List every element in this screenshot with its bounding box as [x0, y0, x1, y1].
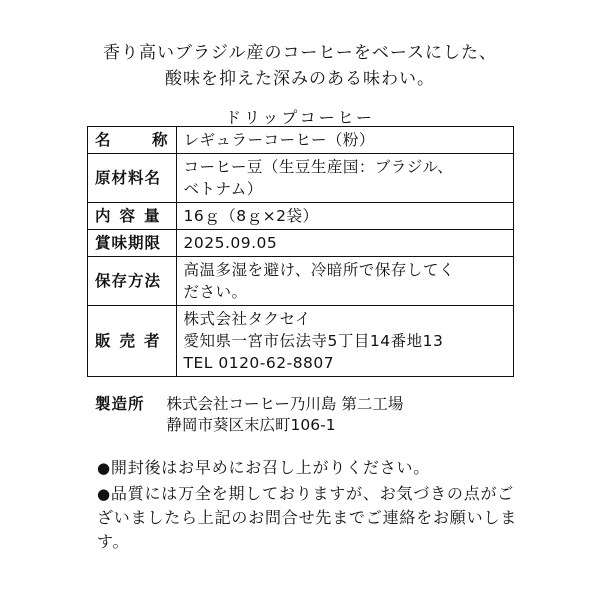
storage-value-line-1: 高温多湿を避け、冷暗所で保存してく	[183, 261, 455, 279]
product-info-table	[87, 126, 514, 377]
seller-label-chars: 販売者	[95, 332, 169, 350]
manufacturer-info	[167, 394, 404, 436]
storage-value	[176, 257, 513, 306]
product-type-title: ドリップコーヒー	[225, 108, 375, 127]
row-content	[88, 203, 514, 230]
row-seller	[88, 306, 514, 377]
name-label	[88, 127, 177, 154]
name-value: レギュラーコーヒー（粉）	[176, 127, 513, 154]
name-label-char-1: 名	[95, 131, 112, 149]
seller-label	[88, 306, 177, 377]
notes-block	[97, 456, 517, 554]
storage-value-line-2: ださい。	[183, 283, 248, 301]
seller-value	[176, 306, 513, 377]
seller-address: 愛知県一宮市伝法寺5丁目14番地13	[183, 332, 444, 350]
row-bestbefore	[88, 230, 514, 257]
manufacturer-block	[95, 394, 403, 436]
row-storage	[88, 257, 514, 306]
row-name	[88, 127, 514, 154]
note-opening-text: 開封後はお早めにお召し上がりください。	[110, 458, 431, 477]
ingredients-label: 原材料名	[88, 154, 177, 203]
seller-company: 株式会社タクセイ	[183, 310, 312, 328]
bestbefore-value: 2025.09.05	[176, 230, 513, 257]
manufacturer-address: 静岡市葵区末広町106-1	[166, 416, 336, 434]
storage-label: 保存方法	[88, 257, 177, 306]
note-opening	[97, 456, 517, 480]
content-label	[88, 203, 177, 230]
content-value: 16ｇ（8ｇ×2袋）	[176, 203, 513, 230]
note-quality	[97, 482, 517, 554]
ingredients-value-line-1: コーヒー豆（生豆生産国：ブラジル、	[183, 158, 454, 176]
content-label-text	[95, 205, 169, 227]
row-ingredients	[88, 154, 514, 203]
bullet-icon: ●	[97, 485, 111, 503]
note-quality-text: 品質には万全を期しておりますが、お気づきの点がございましたら上記のお問合せ先までご連絡をお願いします。	[97, 484, 518, 551]
ingredients-value-line-2: ベトナム）	[183, 180, 263, 198]
intro-line-1: 香り高いブラジル産のコーヒーをベースにした、	[102, 43, 498, 63]
intro-line-2: 酸味を抑えた深みのある味わい。	[165, 69, 435, 89]
intro-text	[0, 40, 600, 92]
name-label-char-2: 称	[152, 131, 169, 149]
bestbefore-label: 賞味期限	[88, 230, 177, 257]
ingredients-value	[176, 154, 513, 203]
manufacturer-name: 株式会社コーヒー乃川島 第二工場	[166, 395, 404, 413]
content-label-chars: 内容量	[95, 207, 169, 225]
manufacturer-label: 製造所	[95, 395, 145, 413]
seller-phone: TEL 0120-62-8807	[183, 354, 335, 372]
bullet-icon: ●	[97, 459, 111, 477]
